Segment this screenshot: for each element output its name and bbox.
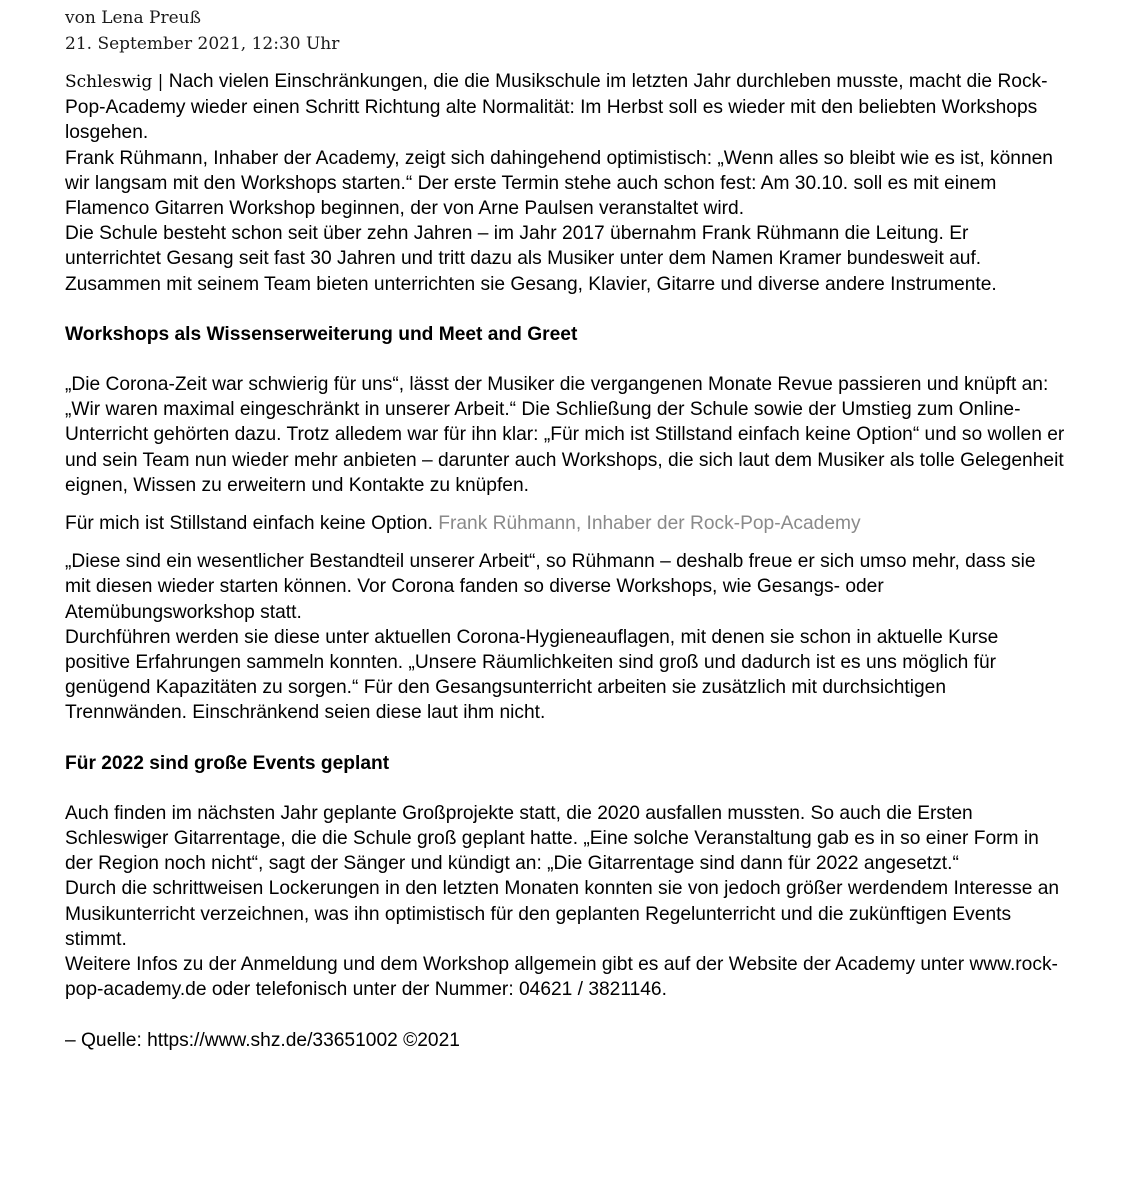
article-paragraph: Durchführen werden sie diese unter aktuellen Corona-Hygieneauflagen, mit denen sie schon in aktuelle Kurse positive Erfahrungen sammeln konnten. „Unsere Räumlichkeiten sind groß und dadurch ist es uns möglich für genügend Kapazitäten zu sorgen.“ Für den Gesangsunterricht arbeiten sie zusätzlich mit durchsichtigen Trennwänden. Einschränkend seien diese laut ihm nicht. [65, 626, 999, 724]
article-author: von Lena Preuß [65, 8, 201, 28]
article [65, 5, 1065, 1053]
article-paragraph: Die Schule besteht schon seit über zehn Jahren – im Jahr 2017 übernahm Frank Rühmann die Leitung. Er unterrichtet Gesang seit fast 30 Jahren und tritt dazu als Musiker unter dem Namen Kramer bundesweit auf. Zusammen mit seinem Team bieten unterrichten sie Gesang, Klavier, Gitarre und diverse andere Instrumente. [65, 223, 997, 295]
article-paragraph: Weitere Infos zu der Anmeldung und dem Workshop allgemein gibt es auf der Website der Academy unter www.rock-pop-academy.de oder telefonisch unter der Nummer: 04621 / 3821146. [65, 954, 1058, 1001]
pull-quote-attribution: Frank Rühmann, Inhaber der Rock-Pop-Academy [438, 513, 861, 535]
article-intro-paragraph [65, 69, 1065, 146]
pull-quote-text: Für mich ist Stillstand einfach keine Option. [65, 513, 439, 535]
article-location: Schleswig | [65, 72, 169, 92]
article-paragraph: Auch finden im nächsten Jahr geplante Großprojekte statt, die 2020 ausfallen mussten. So auch die Ersten Schleswiger Gitarrentage, die die Schule groß geplant hatte. „Eine solche Veranstaltung gab es in so einer Form in der Region noch nicht“, sagt der Sänger und kündigt an: „Die Gitarrentage sind dann für 2022 angesetzt.“ [65, 802, 1039, 875]
article-date: 21. September 2021, 12:30 Uhr [65, 34, 340, 54]
article-source: – Quelle: https://www.shz.de/33651002 ©2021 [65, 1029, 460, 1051]
article-paragraph: „Diese sind ein wesentlicher Bestandteil unserer Arbeit“, so Rühmann – deshalb freue er sich umso mehr, dass sie mit diesen wieder starten können. Vor Corona fanden so diverse Workshops, wie Gesangs- oder Atemübungsworkshop statt. [65, 551, 1036, 623]
article-paragraph: Durch die schrittweisen Lockerungen in den letzten Monaten konnten sie von jedoch größer werdendem Interesse an Musikunterricht verzeichnen, was ihn optimistisch für den geplanten Regelunterricht und die zukünftigen Events stimmt. [65, 878, 1060, 950]
article-paragraph: „Die Corona-Zeit war schwierig für uns“, lässt der Musiker die vergangenen Monate Revue passieren und knüpft an: „Wir waren maximal eingeschränkt in unserer Arbeit.“ Die Schließung der Schule sowie der Umstieg zum Online-Unterricht gehörten dazu. Trotz alledem war für ihn klar: „Für mich ist Stillstand einfach keine Option“ und so wollen er und sein Team nun wieder mehr anbieten – darunter auch Workshops, die sich laut dem Musiker als tolle Gelegenheit eignen, Wissen zu erweitern und Kontakte zu knüpfen. [65, 374, 1065, 496]
section-heading-workshops: Workshops als Wissenserweiterung und Meet and Greet [65, 323, 578, 345]
section-heading-events: Für 2022 sind große Events geplant [65, 752, 390, 774]
pull-quote [65, 511, 1065, 536]
article-paragraph: Frank Rühmann, Inhaber der Academy, zeigt sich dahingehend optimistisch: „Wenn alles so bleibt wie es ist, können wir langsam mit den Workshops starten.“ Der erste Termin stehe auch schon fest: Am 30.10. soll es mit einem Flamenco Gitarren Workshop beginnen, der von Arne Paulsen veranstaltet wird. [65, 147, 1053, 220]
article-intro-text: Nach vielen Einschränkungen, die die Musikschule im letzten Jahr durchleben musste, macht die Rock-Pop-Academy wieder einen Schritt Richtung alte Normalität: Im Herbst soll es wieder mit den beliebten Workshops losgehen. [65, 71, 1048, 144]
